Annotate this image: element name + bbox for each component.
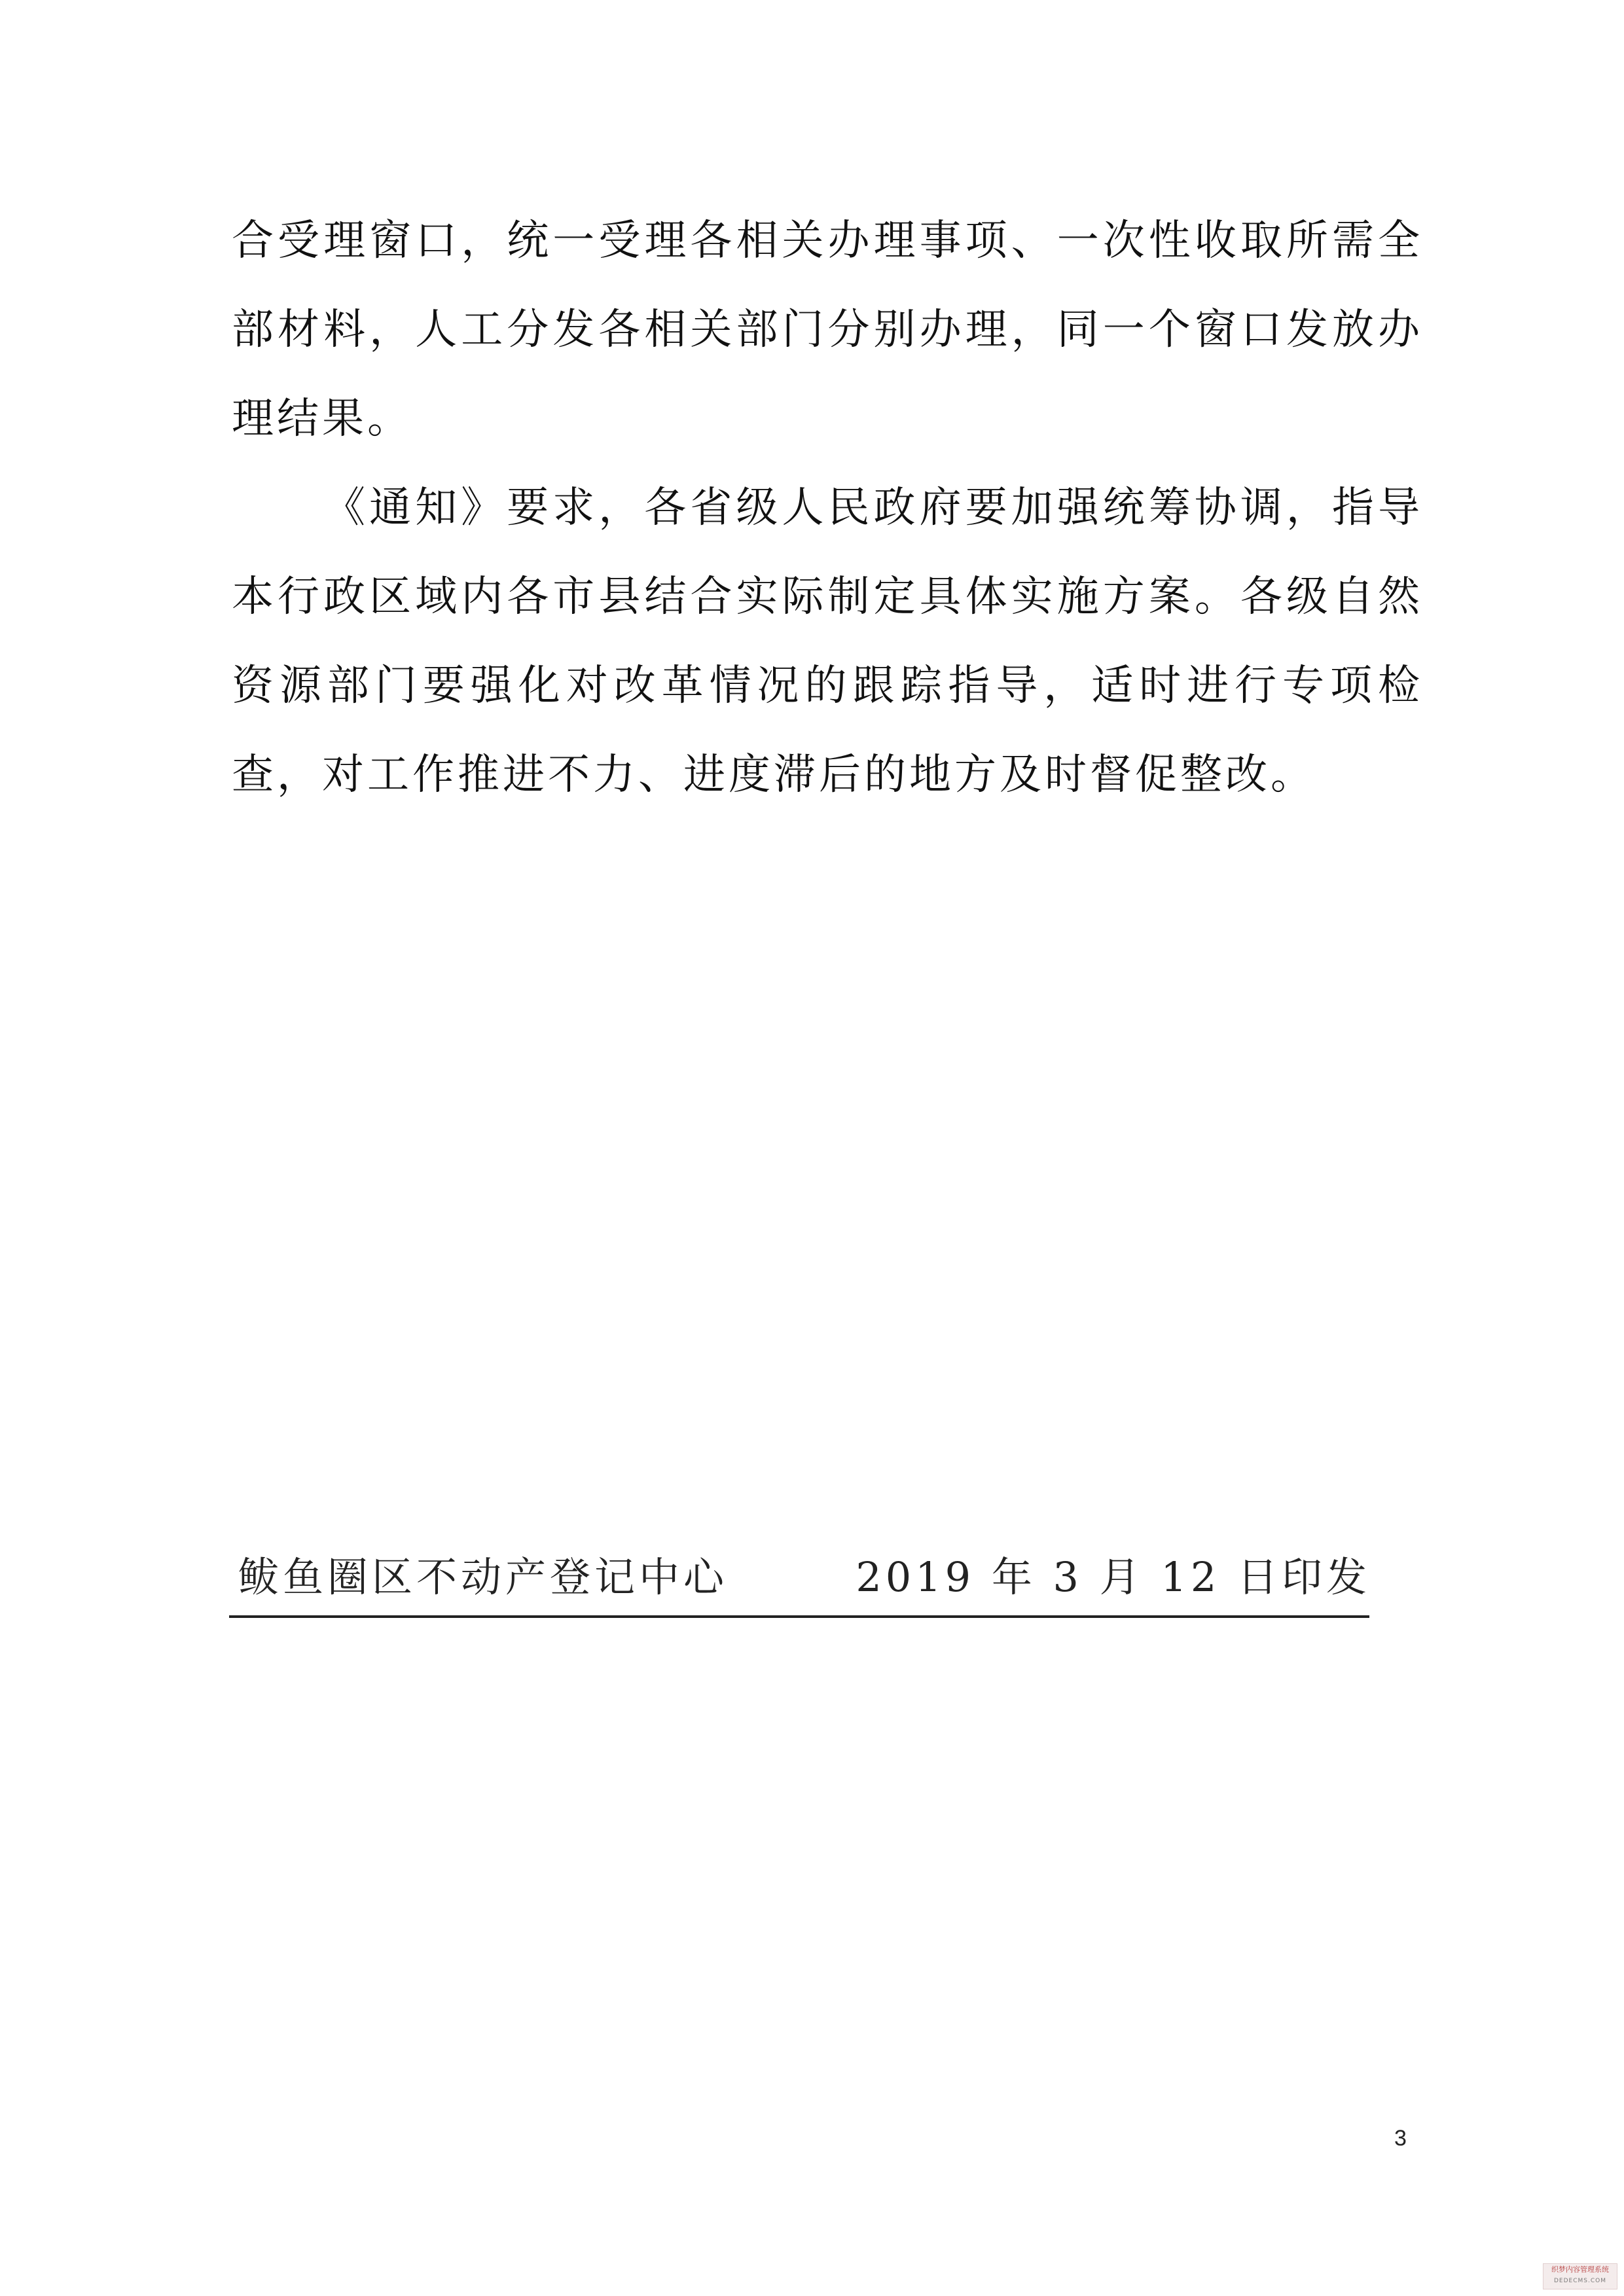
- body-paragraph-1: 合受理窗口，统一受理各相关办理事项、一次性收取所需全部材料，人工分发各相关部门分别办理，同一个窗口发放办理结果。: [232, 217, 1423, 443]
- body-paragraph-2: 《通知》要求，各省级人民政府要加强统筹协调，指导本行政区域内各市县结合实际制定具体实施方案。各级自然资源部门要强化对改革情况的跟踪指导，适时进行专项检查，对工作推进不力、进度滞后的地方及时督促整改。: [232, 484, 1423, 799]
- issuing-organization: 鲅鱼圈区不动产登记中心: [238, 1553, 729, 1601]
- watermark-domain: DEDECMS.COM: [1554, 2278, 1606, 2284]
- footer-divider: [229, 1615, 1369, 1618]
- watermark-logo: [1543, 2263, 1617, 2289]
- watermark-text: 织梦内容管理系统: [1551, 2265, 1609, 2274]
- issue-date: 2019 年 3 月 12 日印发: [856, 1553, 1371, 1601]
- page-number: 3: [1394, 2126, 1407, 2151]
- document-body: [232, 196, 1423, 819]
- issuance-footer: [232, 1545, 1371, 1610]
